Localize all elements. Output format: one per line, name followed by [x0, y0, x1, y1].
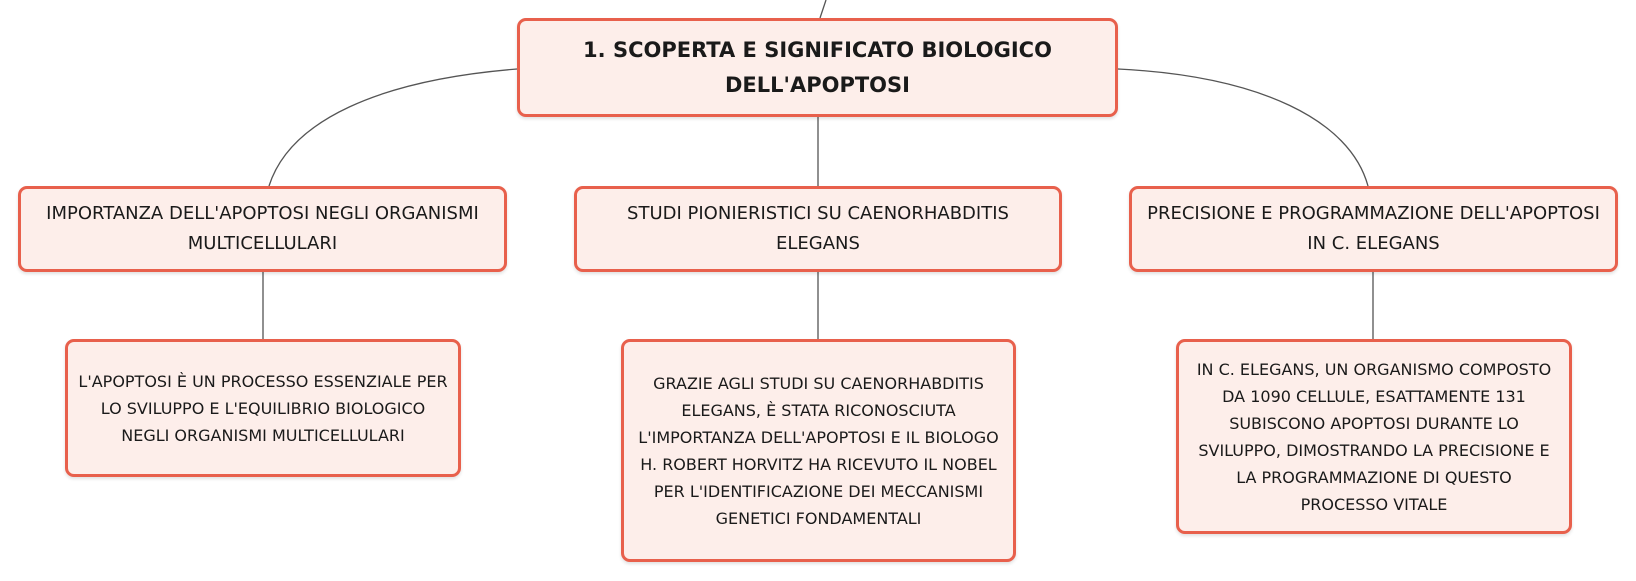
detail-node-importanza[interactable]	[65, 339, 461, 477]
detail-line: L'APOPTOSI È UN PROCESSO ESSENZIALE PER	[78, 371, 448, 391]
detail-line: GRAZIE AGLI STUDI SU CAENORHABDITIS	[653, 373, 984, 393]
detail-node-precisione[interactable]	[1176, 339, 1572, 534]
detail-node-studi-pionieristici[interactable]	[621, 339, 1016, 562]
connector-root-to-branch-1	[269, 69, 517, 186]
root-topic-node[interactable]	[517, 18, 1118, 117]
branch-node-studi-pionieristici[interactable]	[574, 186, 1062, 272]
connector-from-parent	[820, 0, 826, 18]
branch-title-line-2: IN C. ELEGANS	[1307, 233, 1440, 254]
root-topic-line-1: 1. SCOPERTA E SIGNIFICATO BIOLOGICO	[583, 37, 1052, 62]
branch-node-precisione[interactable]	[1129, 186, 1618, 272]
branch-title-line-2: ELEGANS	[776, 233, 860, 254]
detail-line: DA 1090 CELLULE, ESATTAMENTE 131	[1222, 386, 1526, 406]
detail-line: SUBISCONO APOPTOSI DURANTE LO	[1229, 413, 1519, 433]
detail-line: ELEGANS, È STATA RICONOSCIUTA	[681, 400, 956, 420]
detail-line: GENETICI FONDAMENTALI	[715, 508, 922, 528]
branch-title-line-1: STUDI PIONIERISTICI SU CAENORHABDITIS	[627, 203, 1009, 224]
detail-line: SVILUPPO, DIMOSTRANDO LA PRECISIONE E	[1198, 440, 1550, 460]
detail-line: H. ROBERT HORVITZ HA RICEVUTO IL NOBEL	[640, 454, 997, 474]
detail-line: L'IMPORTANZA DELL'APOPTOSI E IL BIOLOGO	[638, 427, 999, 447]
branch-node-importanza[interactable]	[18, 186, 507, 272]
detail-line: NEGLI ORGANISMI MULTICELLULARI	[121, 425, 405, 445]
detail-line: IN C. ELEGANS, UN ORGANISMO COMPOSTO	[1196, 359, 1552, 379]
branch-title-line-1: PRECISIONE E PROGRAMMAZIONE DELL'APOPTOSI	[1147, 203, 1600, 224]
branch-title-line-2: MULTICELLULARI	[187, 233, 338, 254]
detail-line: PER L'IDENTIFICAZIONE DEI MECCANISMI	[653, 481, 984, 501]
detail-line: LA PROGRAMMAZIONE DI QUESTO	[1236, 467, 1512, 487]
detail-line: LO SVILUPPO E L'EQUILIBRIO BIOLOGICO	[100, 398, 426, 418]
branch-title-line-1: IMPORTANZA DELL'APOPTOSI NEGLI ORGANISMI	[46, 203, 479, 224]
detail-line: PROCESSO VITALE	[1300, 494, 1448, 514]
root-topic-line-2: DELL'APOPTOSI	[725, 72, 910, 97]
connector-root-to-branch-3	[1118, 69, 1368, 186]
